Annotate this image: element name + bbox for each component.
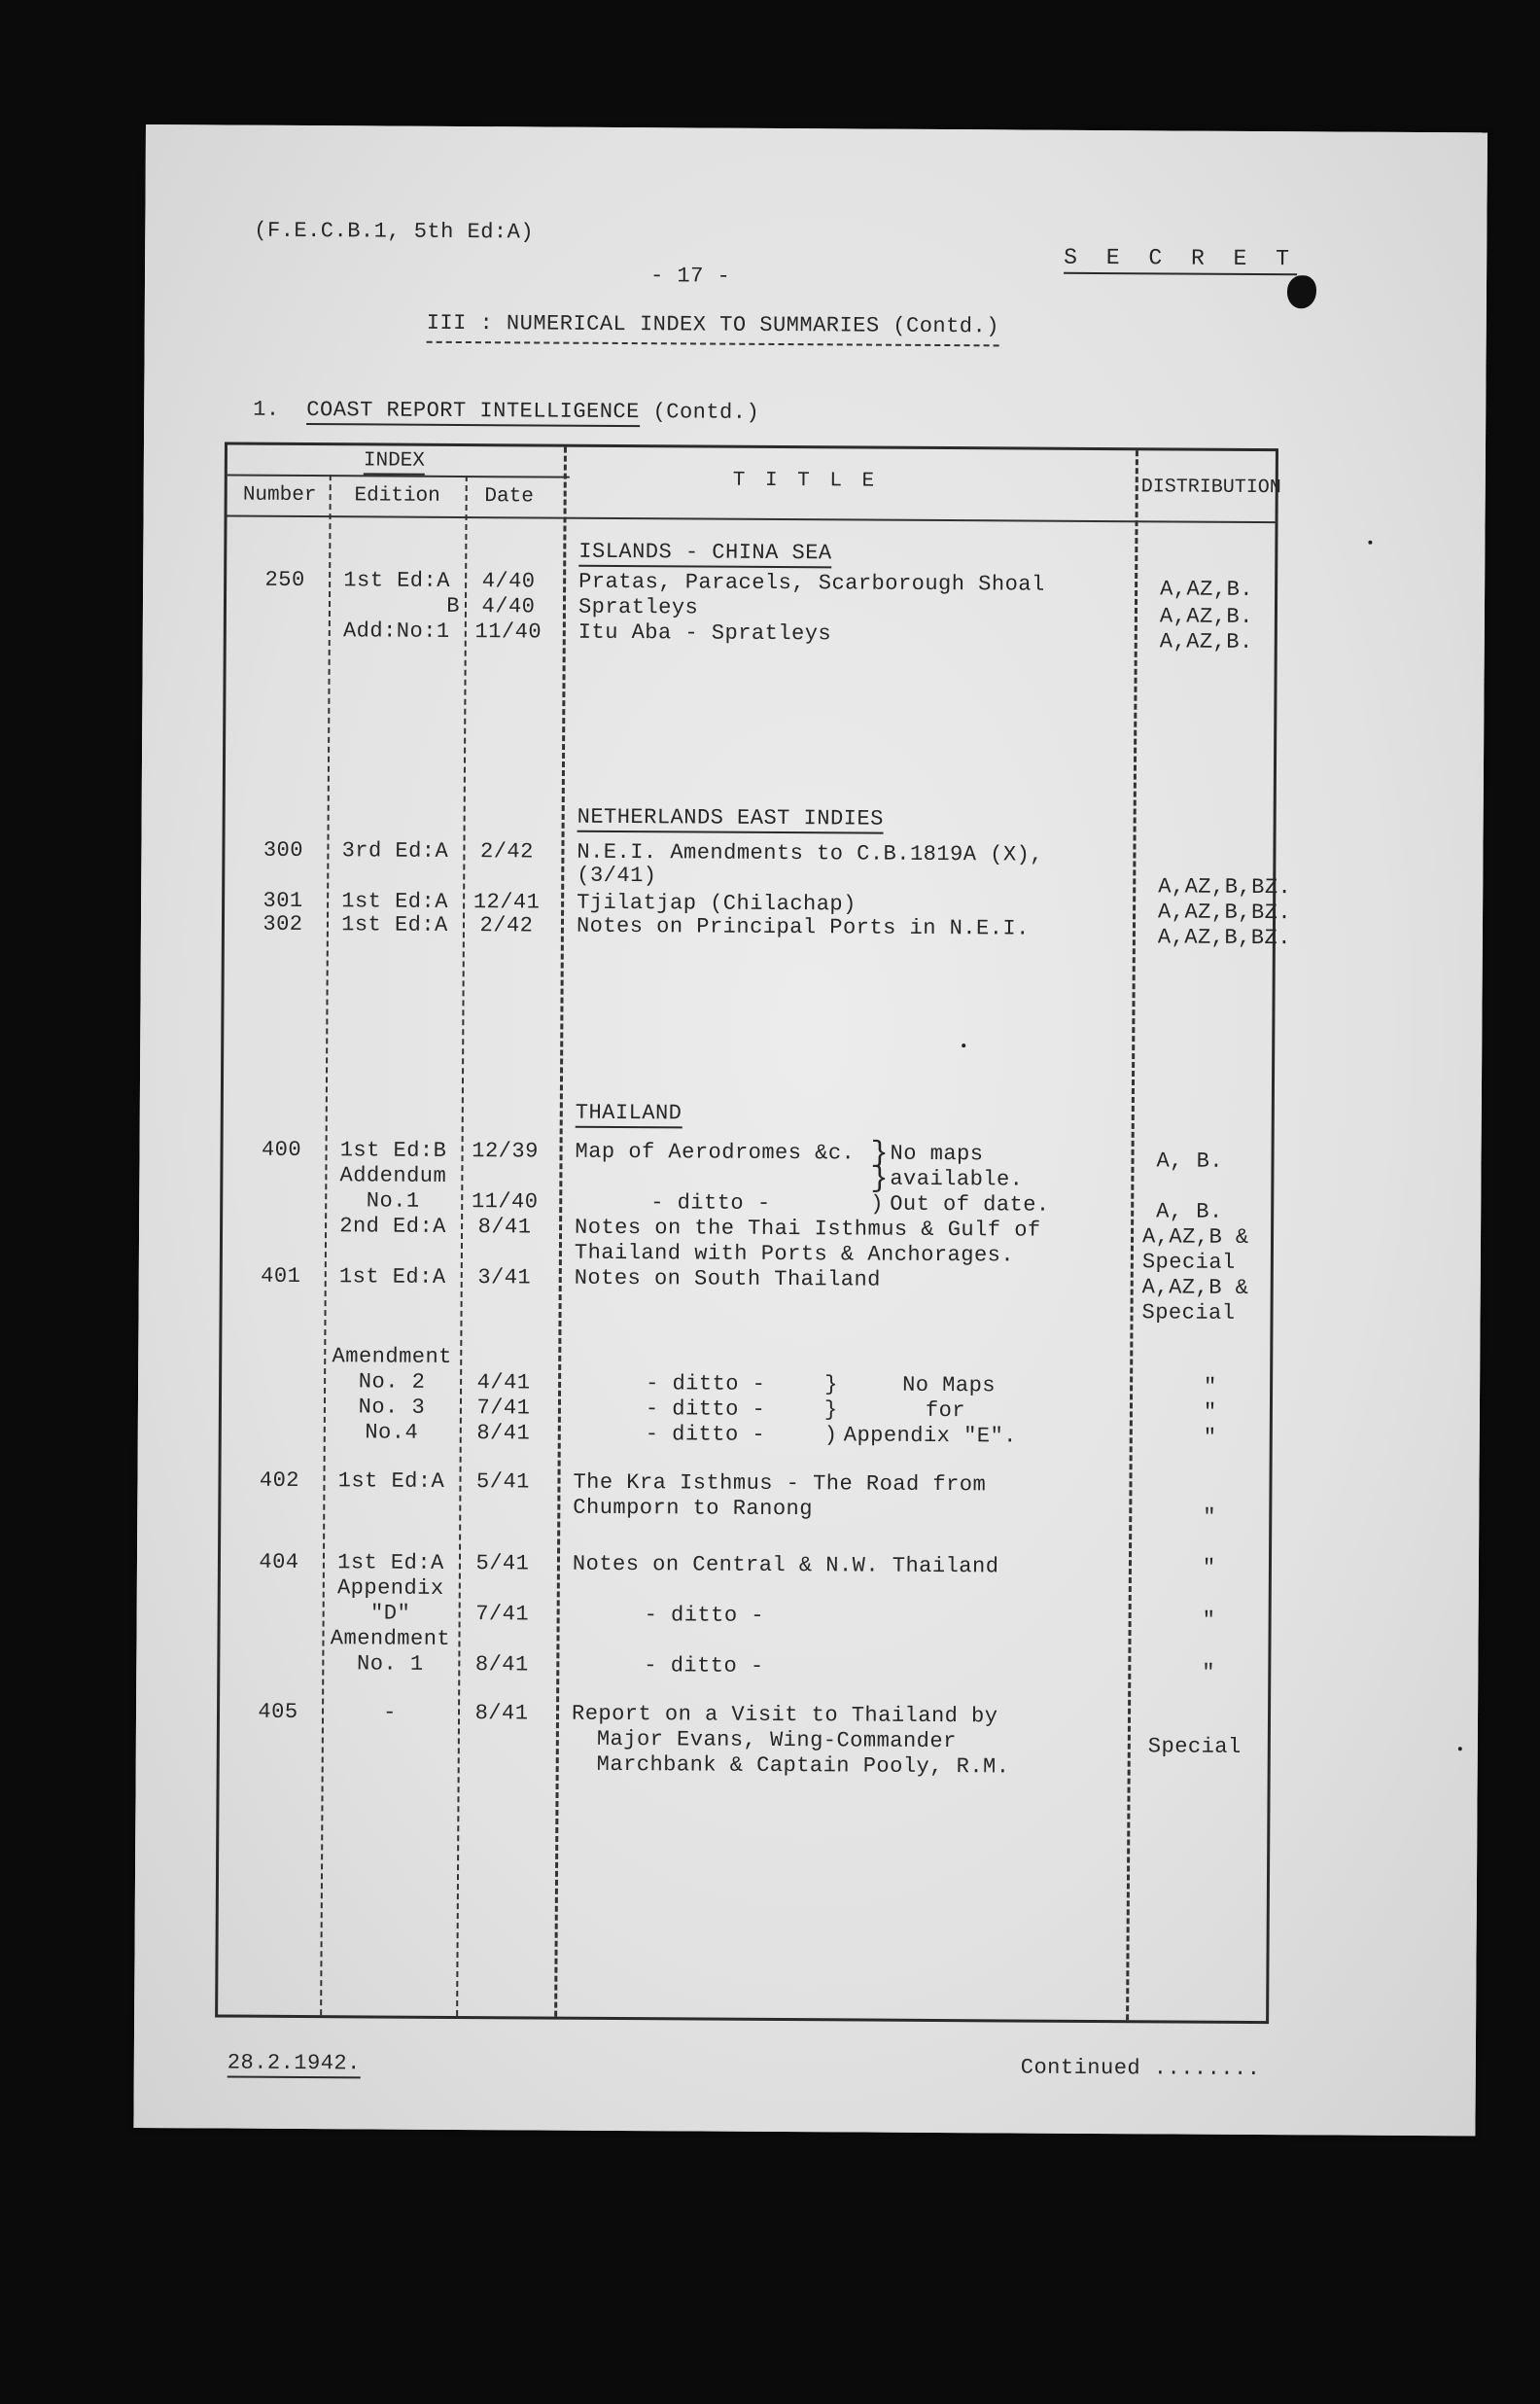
row-edition: 1st Ed:A xyxy=(337,1468,445,1494)
row-edition: Amendment xyxy=(330,1626,451,1651)
speck xyxy=(1458,1747,1462,1750)
brace-mark: } xyxy=(870,1137,890,1171)
row-title: - ditto - xyxy=(650,1190,771,1216)
column-divider xyxy=(554,447,567,2017)
row-note: Out of date. xyxy=(890,1191,1050,1218)
page-number: - 17 - xyxy=(649,264,731,289)
row-edition: 1st Ed:A xyxy=(337,1550,444,1575)
row-edition: 1st Ed:A xyxy=(341,912,448,937)
row-edition: 3rd Ed:A xyxy=(341,838,449,864)
row-title: N.E.I. Amendments to C.B.1819A (X), xyxy=(577,839,1044,867)
row-distribution: A,AZ,B & xyxy=(1141,1224,1249,1250)
column-divider xyxy=(1126,450,1138,2020)
row-edition: No.4 xyxy=(365,1420,419,1445)
section-title: III : NUMERICAL INDEX TO SUMMARIES (Contd.) xyxy=(427,311,999,347)
row-number: 404 xyxy=(259,1549,299,1574)
row-number: 402 xyxy=(259,1467,300,1493)
row-distribution: Special xyxy=(1147,1734,1242,1759)
row-title: (3/41) xyxy=(577,863,657,889)
row-date: 7/41 xyxy=(475,1602,530,1627)
row-distribution: A,AZ,B,BZ. xyxy=(1157,900,1292,926)
row-distribution: A,AZ,B. xyxy=(1160,577,1254,602)
column-divider xyxy=(456,476,468,2016)
row-date: 2/42 xyxy=(479,913,534,938)
column-header-distribution: DISTRIBUTION xyxy=(1140,476,1281,500)
row-title: - ditto - xyxy=(645,1396,766,1422)
column-header-title: T I T L E xyxy=(732,469,879,493)
row-edition: No. 2 xyxy=(358,1369,426,1395)
classification-marking: S E C R E T xyxy=(1064,245,1297,275)
row-note: available. xyxy=(890,1166,1024,1192)
row-number: 250 xyxy=(264,567,305,593)
row-date: 3/41 xyxy=(477,1265,532,1290)
row-edition: 1st Ed:A xyxy=(338,1264,446,1290)
brace-mark: } xyxy=(870,1162,890,1196)
row-date: 12/39 xyxy=(472,1139,539,1164)
row-date: 4/40 xyxy=(481,594,536,619)
row-distribution: A,AZ,B. xyxy=(1159,629,1253,654)
row-edition: 1st Ed:A xyxy=(343,568,451,593)
row-date: 11/40 xyxy=(471,1189,539,1215)
row-title: Major Evans, Wing-Commander xyxy=(596,1726,957,1754)
row-edition: 1st Ed:A xyxy=(341,889,449,914)
column-header-edition: Edition xyxy=(354,484,440,508)
row-title: - ditto - xyxy=(646,1371,766,1396)
row-date: 5/41 xyxy=(475,1469,530,1495)
row-note: Appendix "E". xyxy=(843,1423,1017,1449)
row-distribution: A,AZ,B & xyxy=(1141,1275,1249,1300)
header-bottom-rule xyxy=(228,515,1278,524)
index-group-header: INDEX xyxy=(364,449,425,475)
row-date: 4/41 xyxy=(476,1370,531,1396)
row-distribution: A, B. xyxy=(1156,1199,1223,1224)
section-heading: ISLANDS - CHINA SEA xyxy=(578,540,832,569)
row-distribution: A, B. xyxy=(1156,1149,1224,1174)
ink-blot xyxy=(1287,275,1316,308)
brace-mark: } xyxy=(823,1397,838,1423)
row-title: Notes on the Thai Isthmus & Gulf of xyxy=(575,1215,1041,1243)
row-date: 5/41 xyxy=(475,1551,530,1576)
row-number: 405 xyxy=(258,1699,298,1724)
row-edition: Addendum xyxy=(339,1163,447,1188)
row-title: - ditto - xyxy=(645,1422,766,1447)
row-distribution: " xyxy=(1203,1425,1217,1450)
row-distribution: A,AZ,B,BZ. xyxy=(1158,874,1292,901)
subsection-number: 1. xyxy=(253,397,280,422)
row-title: The Kra Isthmus - The Road from xyxy=(573,1469,987,1498)
row-distribution: Special xyxy=(1141,1250,1236,1275)
row-note: No Maps xyxy=(902,1372,997,1398)
row-edition: B xyxy=(446,593,461,619)
row-date: 4/40 xyxy=(481,569,536,594)
row-date: 2/42 xyxy=(479,839,534,865)
row-distribution: " xyxy=(1203,1504,1217,1530)
row-edition: 1st Ed:B xyxy=(339,1138,447,1163)
row-edition: Appendix xyxy=(336,1575,444,1601)
section-heading: NETHERLANDS EAST INDIES xyxy=(578,805,884,834)
row-edition: 2nd Ed:A xyxy=(339,1214,446,1239)
row-note: for xyxy=(925,1397,966,1424)
row-title: Map of Aerodromes &c. xyxy=(575,1139,856,1166)
row-date: 7/41 xyxy=(476,1396,531,1421)
row-edition: No. 1 xyxy=(356,1651,424,1677)
row-number: 301 xyxy=(262,888,303,914)
row-title: Thailand with Ports & Anchorages. xyxy=(574,1240,1015,1268)
row-distribution: " xyxy=(1204,1374,1217,1399)
row-title: Notes on Principal Ports in N.E.I. xyxy=(576,913,1030,941)
row-title: Tjilatjap (Chilachap) xyxy=(577,890,857,917)
document-page xyxy=(133,124,1488,2136)
row-edition: Amendment xyxy=(332,1344,452,1369)
row-date: 8/41 xyxy=(474,1701,529,1726)
speck xyxy=(1368,541,1372,545)
subsection-title: COAST REPORT INTELLIGENCE xyxy=(306,398,640,427)
document-reference: (F.E.C.B.1, 5th Ed:A) xyxy=(254,218,535,245)
subsection-heading xyxy=(253,398,759,425)
row-title: Spratleys xyxy=(578,594,699,620)
document-date: 28.2.1942. xyxy=(228,2051,361,2079)
index-table xyxy=(215,442,1292,2025)
row-distribution: " xyxy=(1202,1660,1216,1685)
row-edition: "D" xyxy=(370,1601,411,1626)
brace-mark: } xyxy=(824,1372,838,1397)
row-distribution: " xyxy=(1202,1555,1216,1580)
row-number: 302 xyxy=(262,911,303,937)
subsection-suffix: (Contd.) xyxy=(652,400,760,425)
column-header-date: Date xyxy=(484,485,534,509)
row-title: Notes on Central & N.W. Thailand xyxy=(572,1551,999,1579)
row-title: Pratas, Paracels, Scarborough Shoal xyxy=(578,569,1045,597)
row-title: Notes on South Thailand xyxy=(574,1265,881,1292)
row-date: 11/40 xyxy=(474,619,542,645)
row-distribution: " xyxy=(1203,1399,1217,1425)
row-date: 8/41 xyxy=(474,1652,529,1678)
row-title: Marchbank & Captain Pooly, R.M. xyxy=(596,1751,1010,1780)
row-date: 8/41 xyxy=(477,1215,532,1240)
row-distribution: A,AZ,B,BZ. xyxy=(1157,925,1292,951)
row-edition: No. 3 xyxy=(358,1395,426,1420)
row-distribution: " xyxy=(1202,1608,1216,1633)
row-title: Itu Aba - Spratleys xyxy=(578,619,832,647)
row-edition: - xyxy=(383,1700,397,1725)
brace-mark: ) xyxy=(823,1423,838,1448)
row-distribution: Special xyxy=(1141,1300,1236,1326)
row-date: 12/41 xyxy=(472,890,541,915)
row-title: - ditto - xyxy=(644,1653,764,1679)
row-title: - ditto - xyxy=(644,1603,765,1628)
brace-mark: ) xyxy=(870,1191,885,1217)
row-title: Report on a Visit to Thailand by xyxy=(571,1701,998,1729)
section-heading: THAILAND xyxy=(576,1101,682,1129)
row-distribution: A,AZ,B. xyxy=(1159,604,1253,629)
row-number: 400 xyxy=(261,1137,302,1162)
continued-note: Continued ........ xyxy=(1020,2055,1261,2082)
row-date: 8/41 xyxy=(476,1421,531,1446)
row-edition: No.1 xyxy=(366,1188,420,1214)
column-divider xyxy=(320,475,332,2015)
row-number: 401 xyxy=(261,1263,301,1289)
row-edition: Add:No:1 xyxy=(342,619,450,644)
row-note: No maps xyxy=(890,1141,984,1167)
column-header-number: Number xyxy=(242,483,317,508)
row-title: Chumporn to Ranong xyxy=(573,1495,814,1522)
row-number: 300 xyxy=(262,837,304,864)
